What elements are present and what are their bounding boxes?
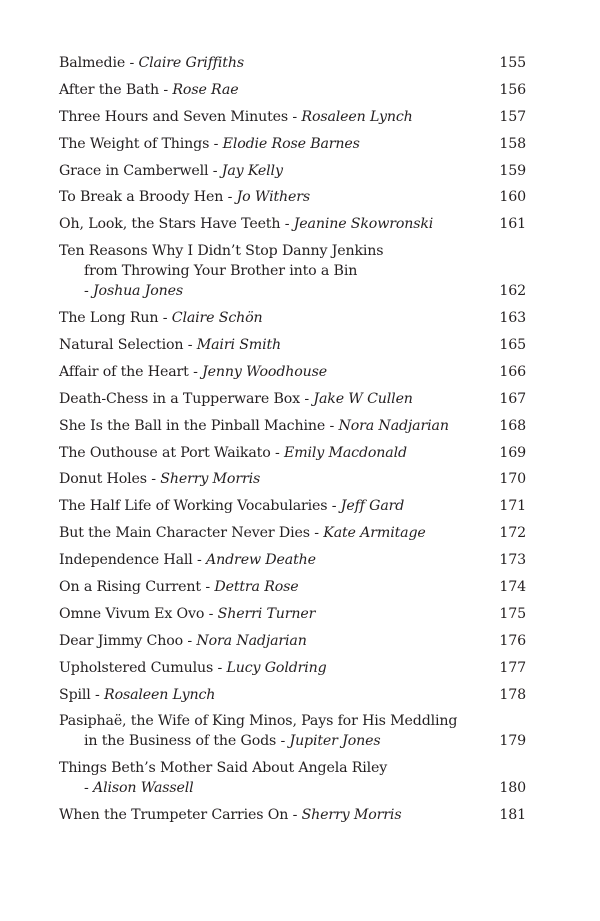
- entry-page-number: 165: [499, 337, 526, 354]
- entry-author: Mairi Smith: [196, 337, 282, 354]
- entry-author: Rosaleen Lynch: [301, 108, 413, 125]
- entry-author: Sherry Morris: [160, 471, 261, 488]
- entry-page-number: 158: [499, 135, 526, 152]
- entry-title: Upholstered Cumulus: [59, 659, 214, 676]
- entry-author: Emily Macdonald: [283, 444, 407, 461]
- entry-title: Balmedie: [59, 55, 126, 71]
- toc-entry: Things Beth’s Mother Said About Angela Riley - Alison Wassell 180: [59, 760, 526, 797]
- entry-title: She Is the Ball in the Pinball Machine: [59, 417, 326, 434]
- entry-title: Affair of the Heart: [59, 363, 189, 380]
- toc-entry: Spill - Rosaleen Lynch 178: [59, 686, 526, 703]
- entry-title: Spill: [59, 686, 91, 703]
- entry-title: Three Hours and Seven Minutes: [59, 108, 289, 125]
- toc-entry: The Half Life of Working Vocabularies - Jeff Gard 171: [59, 498, 526, 515]
- entry-page-number: 169: [499, 444, 526, 461]
- toc-entry: The Weight of Things - Elodie Rose Barnes 158: [59, 135, 526, 152]
- entry-title-line: Pasiphaë, the Wife of King Minos, Pays for His Meddling: [59, 713, 458, 730]
- entry-title-line: Ten Reasons Why I Didn’t Stop Danny Jenkins: [59, 243, 384, 260]
- entry-title: But the Main Character Never Dies: [59, 525, 310, 542]
- entry-author: Rosaleen Lynch: [104, 686, 216, 703]
- toc-entry: The Outhouse at Port Waikato - Emily Macdonald 169: [59, 444, 526, 461]
- toc-entry: Omne Vivum Ex Ovo - Sherri Turner 175: [59, 605, 526, 622]
- toc-entry: She Is the Ball in the Pinball Machine - Nora Nadjarian 168: [59, 417, 526, 434]
- entry-page-number: 168: [499, 417, 526, 434]
- entry-author: Sherry Morris: [301, 807, 402, 824]
- entry-page-number: 159: [499, 162, 526, 179]
- entry-author: Kate Armitage: [323, 525, 426, 542]
- toc-entry: Grace in Camberwell - Jay Kelly 159: [59, 162, 526, 179]
- entry-page-number: 156: [499, 81, 526, 98]
- toc-entry: Balmedie - Claire Griffiths 155: [59, 55, 526, 71]
- toc-entry: Pasiphaë, the Wife of King Minos, Pays for His Meddling in the Business of the Gods - Jupiter Jones 179: [59, 713, 526, 750]
- entry-title: To Break a Broody Hen: [59, 189, 224, 206]
- toc-entry: To Break a Broody Hen - Jo Withers 160: [59, 189, 526, 206]
- entry-page-number: 170: [499, 471, 526, 488]
- entry-title-line: from Throwing Your Brother into a Bin: [84, 263, 358, 280]
- entry-page-number: 177: [499, 659, 526, 676]
- entry-title: Grace in Camberwell: [59, 162, 209, 179]
- toc-entry: Three Hours and Seven Minutes - Rosaleen Lynch 157: [59, 108, 526, 125]
- entry-title: When the Trumpeter Carries On: [59, 807, 289, 824]
- toc-entry: Death-Chess in a Tupperware Box - Jake W Cullen 167: [59, 390, 526, 407]
- entry-title: Death-Chess in a Tupperware Box: [59, 390, 301, 407]
- entry-author: Andrew Deathe: [206, 552, 316, 569]
- entry-author: Nora Nadjarian: [196, 632, 307, 649]
- entry-page-number: 173: [499, 552, 526, 569]
- entry-author: Alison Wassell: [93, 780, 194, 797]
- entry-page-number: 180: [499, 780, 526, 797]
- entry-title: Independence Hall: [59, 552, 193, 569]
- toc-entry: Ten Reasons Why I Didn’t Stop Danny Jenkins from Throwing Your Brother into a Bin - Joshua Jones 162: [59, 243, 526, 300]
- entry-author: Jay Kelly: [221, 162, 283, 179]
- entry-title: Omne Vivum Ex Ovo: [59, 605, 205, 622]
- entry-author: Jenny Woodhouse: [202, 363, 327, 380]
- entry-title: The Weight of Things: [59, 135, 210, 152]
- entry-page-number: 175: [499, 605, 526, 622]
- toc-entry: After the Bath - Rose Rae 156: [59, 81, 526, 98]
- entry-author: Rose Rae: [172, 81, 239, 98]
- entry-author: Jeanine Skowronski: [293, 216, 434, 233]
- entry-author: Elodie Rose Barnes: [222, 135, 360, 152]
- entry-author: Joshua Jones: [93, 283, 184, 300]
- toc-entry: Natural Selection - Mairi Smith 165: [59, 337, 526, 354]
- entry-page-number: 179: [499, 733, 526, 750]
- entry-title: After the Bath: [59, 81, 160, 98]
- entry-author: Jake W Cullen: [313, 390, 413, 407]
- toc-entry: On a Rising Current - Dettra Rose 174: [59, 579, 526, 596]
- entry-title: Things Beth’s Mother Said About Angela Riley: [59, 760, 388, 777]
- entry-title-line: in the Business of the Gods: [84, 733, 277, 750]
- toc-entry: Donut Holes - Sherry Morris 170: [59, 471, 526, 488]
- entry-title: The Half Life of Working Vocabularies: [59, 498, 328, 515]
- entry-author: Sherri Turner: [217, 605, 316, 622]
- entry-author: Jo Withers: [236, 189, 311, 206]
- entry-title: Donut Holes: [59, 471, 147, 488]
- toc-entry: When the Trumpeter Carries On - Sherry Morris 181: [59, 807, 526, 824]
- entry-page-number: 162: [499, 283, 526, 300]
- entry-title: The Long Run: [59, 310, 159, 327]
- toc-entry: But the Main Character Never Dies - Kate Armitage 172: [59, 525, 526, 542]
- entry-title: Natural Selection: [59, 337, 184, 354]
- entry-title: The Outhouse at Port Waikato: [59, 444, 271, 461]
- entry-page-number: 178: [499, 686, 526, 703]
- entry-title: Oh, Look, the Stars Have Teeth: [59, 216, 281, 233]
- entry-title: Dear Jimmy Choo: [59, 632, 184, 649]
- toc-entry: Dear Jimmy Choo - Nora Nadjarian 176: [59, 632, 526, 649]
- entry-author: Claire Griffiths: [138, 55, 244, 71]
- table-of-contents: [59, 53, 526, 832]
- entry-title: On a Rising Current: [59, 579, 201, 596]
- toc-entry: Affair of the Heart - Jenny Woodhouse 166: [59, 363, 526, 380]
- entry-author: Nora Nadjarian: [338, 417, 449, 434]
- entry-page-number: 155: [499, 55, 526, 71]
- entry-page-number: 157: [499, 108, 526, 125]
- entry-author: Jeff Gard: [340, 498, 405, 515]
- entry-page-number: 171: [499, 498, 526, 515]
- entry-author: Lucy Goldring: [226, 659, 327, 676]
- entry-page-number: 172: [499, 525, 526, 542]
- entry-page-number: 160: [499, 189, 526, 206]
- toc-entry: Independence Hall - Andrew Deathe 173: [59, 552, 526, 569]
- toc-entry: The Long Run - Claire Schön 163: [59, 310, 526, 327]
- entry-author: Jupiter Jones: [289, 733, 381, 750]
- entry-page-number: 174: [499, 579, 526, 596]
- entry-author: Claire Schön: [171, 310, 263, 327]
- entry-author: Dettra Rose: [214, 579, 299, 596]
- entry-page-number: 166: [499, 363, 526, 380]
- toc-entry: Upholstered Cumulus - Lucy Goldring 177: [59, 659, 526, 676]
- toc-entry: Oh, Look, the Stars Have Teeth - Jeanine Skowronski 161: [59, 216, 526, 233]
- entry-page-number: 176: [499, 632, 526, 649]
- entry-page-number: 163: [499, 310, 526, 327]
- entry-page-number: 167: [499, 390, 526, 407]
- entry-page-number: 161: [499, 216, 526, 233]
- entry-page-number: 181: [499, 807, 526, 824]
